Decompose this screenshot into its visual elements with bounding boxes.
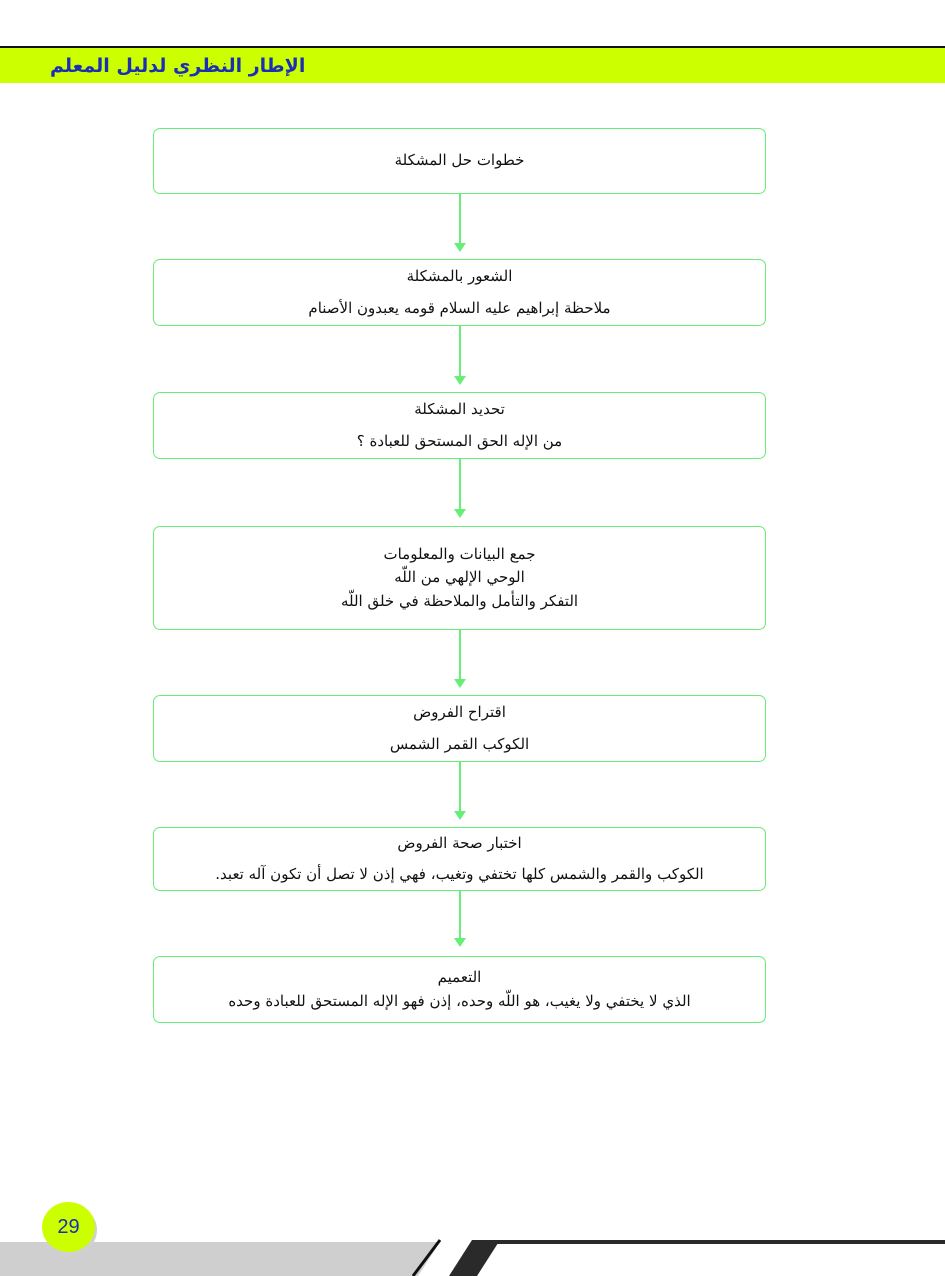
step-box-testing-hypotheses — [153, 827, 766, 891]
step-box-proposing-hypotheses — [153, 695, 766, 762]
footer-slash-thick — [449, 1240, 500, 1276]
step-box-generalization — [153, 956, 766, 1023]
step-title: اقتراح الفروض — [413, 703, 506, 722]
step-box-problem-solving-steps — [153, 128, 766, 194]
footer-rule — [495, 1240, 945, 1244]
footer-decoration — [0, 1216, 945, 1276]
flow-arrow — [459, 459, 461, 514]
step-box-sensing-problem — [153, 259, 766, 326]
step-title: اختبار صحة الفروض — [397, 833, 522, 852]
flow-arrow — [459, 891, 461, 943]
step-detail: الوحي الإلهي من اللّه — [394, 568, 525, 587]
step-title: تحديد المشكلة — [414, 400, 505, 419]
step-detail: الكوكب والقمر والشمس كلها تختفي وتغيب، فهي إذن لا تصل أن تكون آله تعبد. — [215, 865, 704, 883]
flow-arrow — [459, 630, 461, 684]
step-detail: الذي لا يختفي ولا يغيب، هو اللّه وحده، إذن فهو الإله المستحق للعبادة وحده — [228, 991, 691, 1010]
page-number: 29 — [42, 1202, 95, 1252]
flow-arrow — [459, 194, 461, 248]
step-box-collecting-data — [153, 526, 766, 630]
step-detail: ملاحظة إبراهيم عليه السلام قومه يعبدون الأصنام — [308, 298, 611, 317]
header-title: الإطار النظري لدليل المعلم — [50, 55, 306, 77]
step-title: الشعور بالمشكلة — [406, 267, 513, 286]
step-detail: من الإله الحق المستحق للعبادة ؟ — [356, 431, 563, 450]
step-title: خطوات حل المشكلة — [394, 151, 525, 170]
flow-arrow — [459, 762, 461, 816]
step-title: التعميم — [437, 968, 482, 987]
step-title: جمع البيانات والمعلومات — [383, 545, 536, 564]
step-box-defining-problem — [153, 392, 766, 459]
step-detail: التفكر والتأمل والملاحظة في خلق اللّه — [340, 591, 579, 610]
step-detail: الكوكب القمر الشمس — [389, 734, 530, 753]
flow-arrow — [459, 326, 461, 381]
